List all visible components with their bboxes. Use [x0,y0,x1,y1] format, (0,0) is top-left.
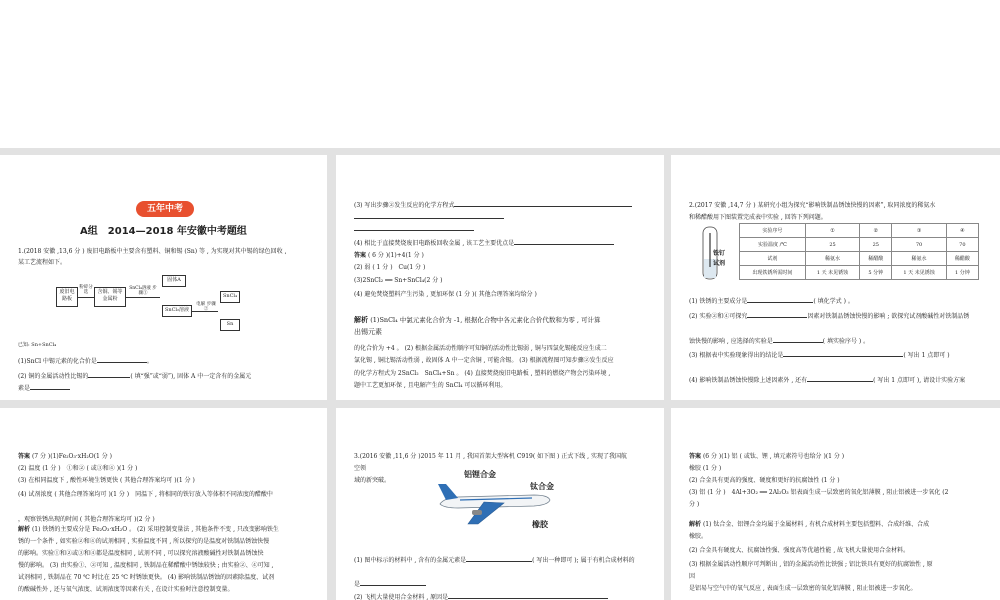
page-thumbnail-6[interactable] [671,408,1000,600]
table-cell: 试剂 [740,252,806,266]
answer-line: (4) 试剂浓度 ( 其他合理答案均可 )(1 分 ) 同温下 , 将相同的铁钉放入等体积不同浓度的醋酸中 [18,491,273,498]
answer-blank [354,211,504,223]
answer-blank [354,223,474,235]
flow-box-solid-a: 固体A [162,275,186,287]
table-cell: 1 分钟 [946,266,978,280]
page-thumbnail-2[interactable] [336,155,664,400]
analysis-line: 因 [689,573,696,580]
experiment-table [739,223,979,280]
flow-arrow-label: SnCl₄溶液 步骤① [129,286,157,296]
analysis-line: (2) 合金具有硬度大、抗腐蚀性强、强度高等优越性能 , 故飞机大量使用合金材料。 [689,547,910,554]
question-part: (1) 图中标示的材料中 , 含有的金属元素是 ( 写出一种即可 ); 属于有机合成材料的 [354,554,635,566]
question-text: 1.(2018 安徽 ,13,6 分 ) 废旧电路板中主要含有塑料、铜和锡 (Sn) 等 , 为实现对其中锡的绿色回收 , [18,248,287,255]
table-cell: 稀氨水 [892,252,946,266]
question-part: (3) 根据表中实验现象得出的结论是 ( 写出 1 点即可 ) [689,349,950,361]
question-part: (2) 铜的金属活动性比锡的 ( 填“强”或“弱”), 固体 A 中一定含有的金属元 [18,370,251,382]
table-cell: 实验序号 [740,224,806,238]
answer-block: 答案 (7 分 )(1)Fe₂O₃·xH₂O(1 分 ) [18,453,113,460]
answer-line: (2) 弱 ( 1 分 ) Cu(1 分 ) [354,264,426,271]
table-cell: 出现铁锈所需时间 [740,266,806,280]
analysis-line: 的化学方程式为 2SnCl₂ SnCl₄+Sn 。 (4) 直接焚烧废旧电路板 , 塑料的燃烧产物会污染环境 , [354,370,611,377]
analysis-line: 橡胶。 [689,533,708,540]
question-part: 蚀快慢的影响 , 应选择的实验是 ( 填实验序号 ) 。 [689,335,869,347]
table-cell: ① [805,224,859,238]
analysis-block: 解析 (1)SnCl₄ 中氯元素化合价为 -1, 根据化合物中各元素化合价代数和为零 , 可计算 [354,315,601,324]
table-cell: 70 [892,238,946,252]
apparatus-label-nail: 铁钉 [713,250,726,257]
page-thumbnail-5[interactable] [336,408,664,600]
question-text: 空领 [354,465,367,472]
callout-al-li-alloy: 铝锂合金 [464,470,496,479]
analysis-line: 题中工艺更加环保 , 且电解产生的 SnCl₄ 可以循环利用。 [354,382,507,389]
table-cell: 稀醋酸 [860,252,892,266]
question-part: (1)SnCl 中锡元素的化合价是 。 [18,355,153,367]
analysis-line: 的影响。实验①和②或③和④都是温度相同 , 试剂不同 , 可以探究溶液酸碱性对铁制品锈蚀快 [18,550,264,557]
flow-box-metal-powder: 含铜、锡等金属粉 [94,287,126,307]
question-part: (4) 影响铁制品锈蚀快慢除上述因素外 , 还有 ( 写出 1 点即可 ), 请设计实验方案 [689,374,965,386]
table-row [740,252,979,266]
answer-line: 分 ) [689,501,700,508]
table-cell: 5 分钟 [860,266,892,280]
answer-line: (2) 合金具有更高的强度、硬度和更好的抗腐蚀性 (1 分 ) [689,477,840,484]
answer-line: (3)2SnCl₂ ══ Sn+SnCl₄(2 分 ) [354,277,443,284]
table-cell: 25 [860,238,892,252]
table-row [740,238,979,252]
question-part: (2) 实验②和④可探究 因素对铁制品锈蚀快慢的影响 ; 欲探究试剂酸碱性对铁制品锈 [689,310,969,322]
answer-line: (3) 在相同温度下 , 酸性环境生锈更快 ( 其他合理答案均可 )(1 分 ) [18,477,195,484]
table-row [740,266,979,280]
analysis-line: 慢的影响。 (3) 由实验①、②可知 , 温度相同 , 铁制品在稀醋酸中锈蚀较快 ; 由实验②、④可知 , [18,562,274,569]
analysis-line: 氯化锡 , 铜比锡活动性弱 , 故固体 A 中一定含铜 , 可能含锡。 (3) 根据流程图可知步骤②发生反应 [354,357,614,364]
callout-rubber: 橡胶 [532,520,548,529]
answer-block: 答案 ( 6 分 )(1)+4(1 分 ) [354,252,424,259]
table-cell: 25 [805,238,859,252]
table-cell: 1 天 未见锈蚀 [892,266,946,280]
analysis-line: 的酸碱性外 , 还与氧气浓度、试剂浓度等因素有关 , 在设计实验时注意控制变量。 [18,586,234,593]
flow-arrow-label: 粉碎分选 [79,285,93,295]
question-text: 3.(2016 安徽 ,11,6 分 )2015 年 11 月 , 我国首架大型客机 C919( 如下图 ) 正式下线 , 实现了我国航 [354,453,627,460]
answer-line: (3) 铝 (1 分 ) 4Al+3O₂ ══ 2Al₂O₃ 铝表面生成一层致密的氧化铝薄膜 , 阻止铝被进一步氧化 (2 [689,489,949,496]
question-part: (2) 飞机大量使用合金材料 , 原因是 [354,591,608,600]
table-cell: 70 [946,238,978,252]
section-banner: 五年中考 [136,201,194,217]
question-part: (3) 写出步骤②发生反应的化学方程式 [354,199,632,211]
analysis-block: 解析 (1) 钛合金、铝锂合金均属于金属材料 , 有机合成材料主要包括塑料、合成纤维、合成 [689,521,930,528]
flow-box-sncl4: SnCl₄ [220,291,240,303]
analysis-line: 的化合价为 +4 。 (2) 根据金属活动性顺序可知铜的活动性比锡弱 , 铜与四氯化锡能反应生成二 [354,345,607,352]
table-row [740,224,979,238]
question-text: 2.(2017 安徽 ,14,7 分 ) 某研究小组为探究“影响铁制品锈蚀快慢的因素”, 取同浓度的稀氨水 [689,202,936,209]
answer-line: (2) 温度 (1 分 ) ①和② ( 或③和④ )(1 分 ) [18,465,138,472]
analysis-line: 锈的一个条件 , 如实验②和④的试剂相同 , 实验温度不同 , 所以探究的是温度对铁制品锈蚀快慢 [18,538,270,545]
analysis-block: 解析 (1) 铁锈的主要成分是 Fe₂O₃·xH₂O 。 (2) 采用控制变量法 , 其他条件不变 , 只改变影响铁生 [18,526,279,533]
question-text: 某工艺流程如下。 [18,259,67,266]
flow-arrow [126,297,160,298]
group-title: A组 2014—2018 年安徽中考题组 [80,226,247,237]
apparatus-label-reagent: 试剂 [713,260,726,267]
page-thumbnail-1[interactable] [0,155,327,400]
answer-block: 答案 (6 分 )(1) 铝 ( 或钛、锂 , 填元素符号也给分 )(1 分 ) [689,453,845,460]
answer-line: (4) 避免焚烧塑料产生污染 , 更加环保 (1 分 )( 其他合理答案均给分 ) [354,291,537,298]
table-cell: ③ [892,224,946,238]
flow-box-sncl2: SnCl₂溶液 [162,305,192,317]
analysis-line: 是铝易与空气中的氧气反应 , 表面生成一层致密的氧化铝薄膜 , 阻止铝被进一步氧化。 [689,585,917,592]
answer-line: 橡胶 (1 分 ) [689,465,722,472]
table-cell: 1 天 未见锈蚀 [805,266,859,280]
question-part: (1) 铁锈的主要成分是 ( 填化学式 ) 。 [689,295,854,307]
table-cell: 实验温度 /℃ [740,238,806,252]
question-part: 是 [354,578,426,590]
flow-box-sn: Sn [220,319,240,331]
page-thumbnail-3[interactable] [671,155,1000,400]
callout-ti-alloy: 钛合金 [530,482,554,491]
analysis-line: 出锡元素 [354,328,382,336]
question-text: 和稀醋酸用下图装置完成表中实验 , 回答下列问题。 [689,214,827,221]
table-cell: 稀醋酸 [946,252,978,266]
question-part: (4) 相比于直接焚烧废旧电路板回收金属 , 该工艺主要优点是 [354,237,614,249]
table-cell: ② [860,224,892,238]
analysis-line: 试剂相同 , 铁制品在 70 ℃ 时比在 25 ℃ 时锈蚀更快。 (4) 影响铁制品锈蚀的因素除温度、试剂 [18,574,275,581]
table-cell: 稀氨水 [805,252,859,266]
flow-arrow-label: 电解 步骤② [196,302,216,312]
flow-box-circuit-board: 废旧电路板 [56,287,78,307]
answer-line: ，观察铁锈出现的时间 ( 其他合理答案均可 )(2 分 ) [18,516,155,523]
question-part: 素是 [18,382,70,394]
flow-arrow [78,297,94,298]
table-cell: ④ [946,224,978,238]
question-text: 域的新突破。 [354,477,391,484]
known-condition: 已知: Sn+SnCl₄ [18,342,57,348]
page-thumbnail-4[interactable] [0,408,327,600]
analysis-line: (3) 根据金属活动性顺序可判断出 , 铝的金属活动性比铁强 ; 铝比铁具有更好的抗腐蚀性 , 原 [689,561,933,568]
